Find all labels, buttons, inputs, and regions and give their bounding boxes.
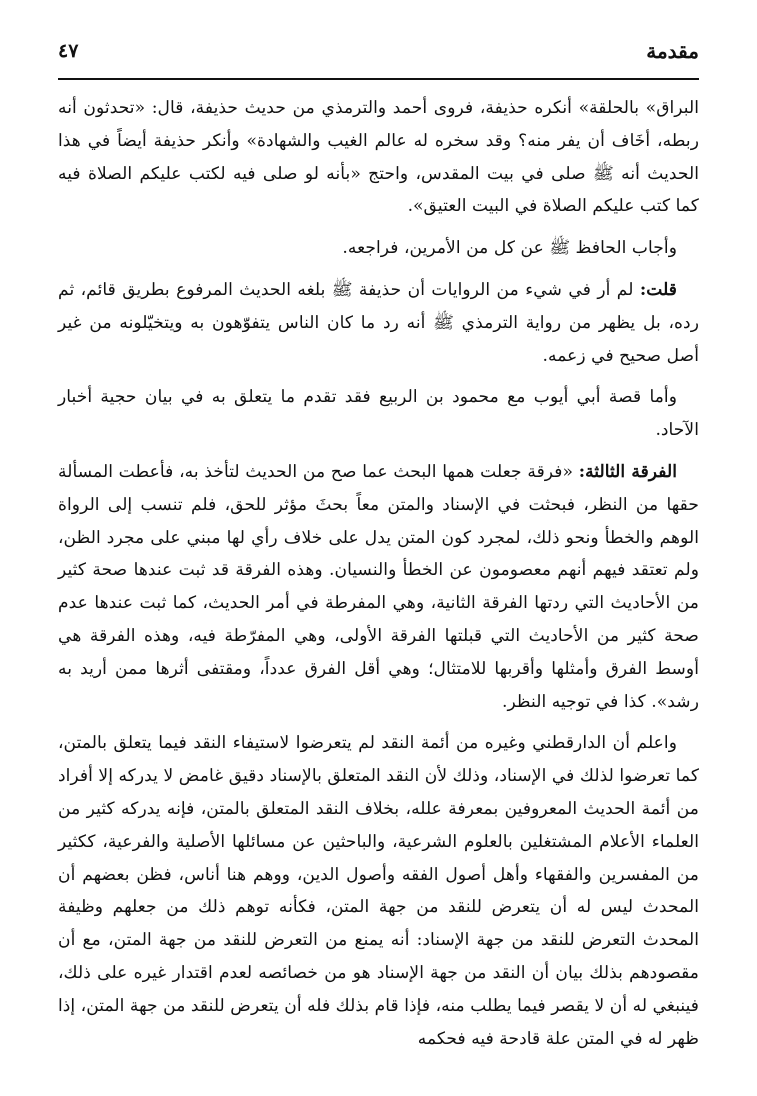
paragraph-text: وأجاب الحافظ ﷺ عن كل من الأمرين، فراجعه. (342, 238, 677, 259)
paragraph-text: وأما قصة أبي أيوب مع محمود بن الربيع فقد تقدم ما يتعلق به في بيان حجية أخبار الآحاد. (58, 387, 699, 441)
paragraph-text: البراق» بالحلقة» أنكره حذيفة، فروى أحمد والترمذي من حديث حذيفة، قال: «تحدثون أنه ربطه، أخَاف أن يفر منه؟ وقد سخره له عالم الغيب والشهادة» وأنكر حذيفة أيضاً في هذا الحديث أنه ﷺ صلى في بيت المقدس، واحتج «بأنه لو صلى فيه لكتب عليكم الصلاة فيه كما كتب عليكم الصلاة في البيت العتيق». (58, 98, 699, 217)
page-number: ٤٧ (58, 40, 79, 62)
paragraph (58, 727, 699, 1055)
paragraph-lead: الفرقة الثالثة: (578, 461, 677, 482)
chapter-title: مقدمة (646, 39, 699, 63)
paragraph (58, 232, 699, 265)
page-body (58, 92, 699, 1064)
paragraph (58, 456, 699, 718)
paragraph-text: «فرقة جعلت همها البحث عما صح من الحديث لتأخذ به، فأعطت المسألة حقها من النظر، فبحثت في الإسناد والمتن معاً بحثَ مؤثر للحق، فلم تنسب إلى الرواة الوهم والخطأ ونحو ذلك، لمجرد كون المتن يدل على خلاف رأي لها مبني على مجرد الظن، ولم تعتقد فيهم أنهم معصومون عن الخطأ والنسيان. وهذه الفرقة قد ثبت عندها صحة كثير من الأحاديث التي ردتها الفرقة الثانية، وهي المفرطة في أمر الحديث، كما ثبت عندها عدم صحة كثير من الأحاديث التي قبلتها الفرقة الأولى، وهي المفرّطة فيه، وهذه الفرقة هي أوسط الفرق وأمثلها وأقربها للامتثال؛ وهي أقل الفرق عدداً، ومقتفى أثرها ممن أريد به رشد». كذا في توجيه النظر. (58, 461, 699, 712)
paragraph (58, 381, 699, 447)
paragraph (58, 274, 699, 372)
paragraph-text: واعلم أن الدارقطني وغيره من أئمة النقد لم يتعرضوا لاستيفاء النقد فيما يتعلق بالمتن، كما تعرضوا لذلك في الإسناد، وذلك لأن النقد المتعلق بالإسناد دقيق غامض لا يدركه إلا أفراد من أئمة الحديث المعروفين بمعرفة علله، بخلاف النقد المتعلق بالمتن، فإنه يدركه كثير من العلماء الأعلام المشتغلين بالعلوم الشرعية، والباحثين عن مسائلها الأصلية والفرعية، ككثير من المفسرين والفقهاء وأهل أصول الفقه وأصول الدين، ووهم هنا أناس، فظن بعضهم أن المحدث ليس له أن يتعرض للنقد من جهة المتن، فكأنه توهم ذلك من جعلهم وظيفة المحدث التعرض للنقد من جهة الإسناد: أنه يمنع من التعرض للنقد من جهة المتن، مع أن مقصودهم بذلك بيان أن النقد من جهة الإسناد هو من خصائصه لعدم اقتدار غيره على ذلك، فينبغي له أن لا يقصر فيما يطلب منه، فإذا قام بذلك فله أن يتعرض للنقد من جهة المتن، إذا ظهر له في المتن علة قادحة فيه فحكمه (58, 733, 699, 1049)
paragraph-lead: قلت: (639, 279, 677, 300)
paragraph-text: لم أر في شيء من الروايات أن حذيفة ﷺ بلغه الحديث المرفوع بطريق قائم، ثم رده، بل يظهر من رواية الترمذي ﷺ أنه رد ما كان الناس يتفوّهون به ويتخيّلونه من غير أصل صحيح في زعمه. (58, 279, 699, 366)
paragraph (58, 92, 699, 223)
page-header (58, 38, 699, 80)
